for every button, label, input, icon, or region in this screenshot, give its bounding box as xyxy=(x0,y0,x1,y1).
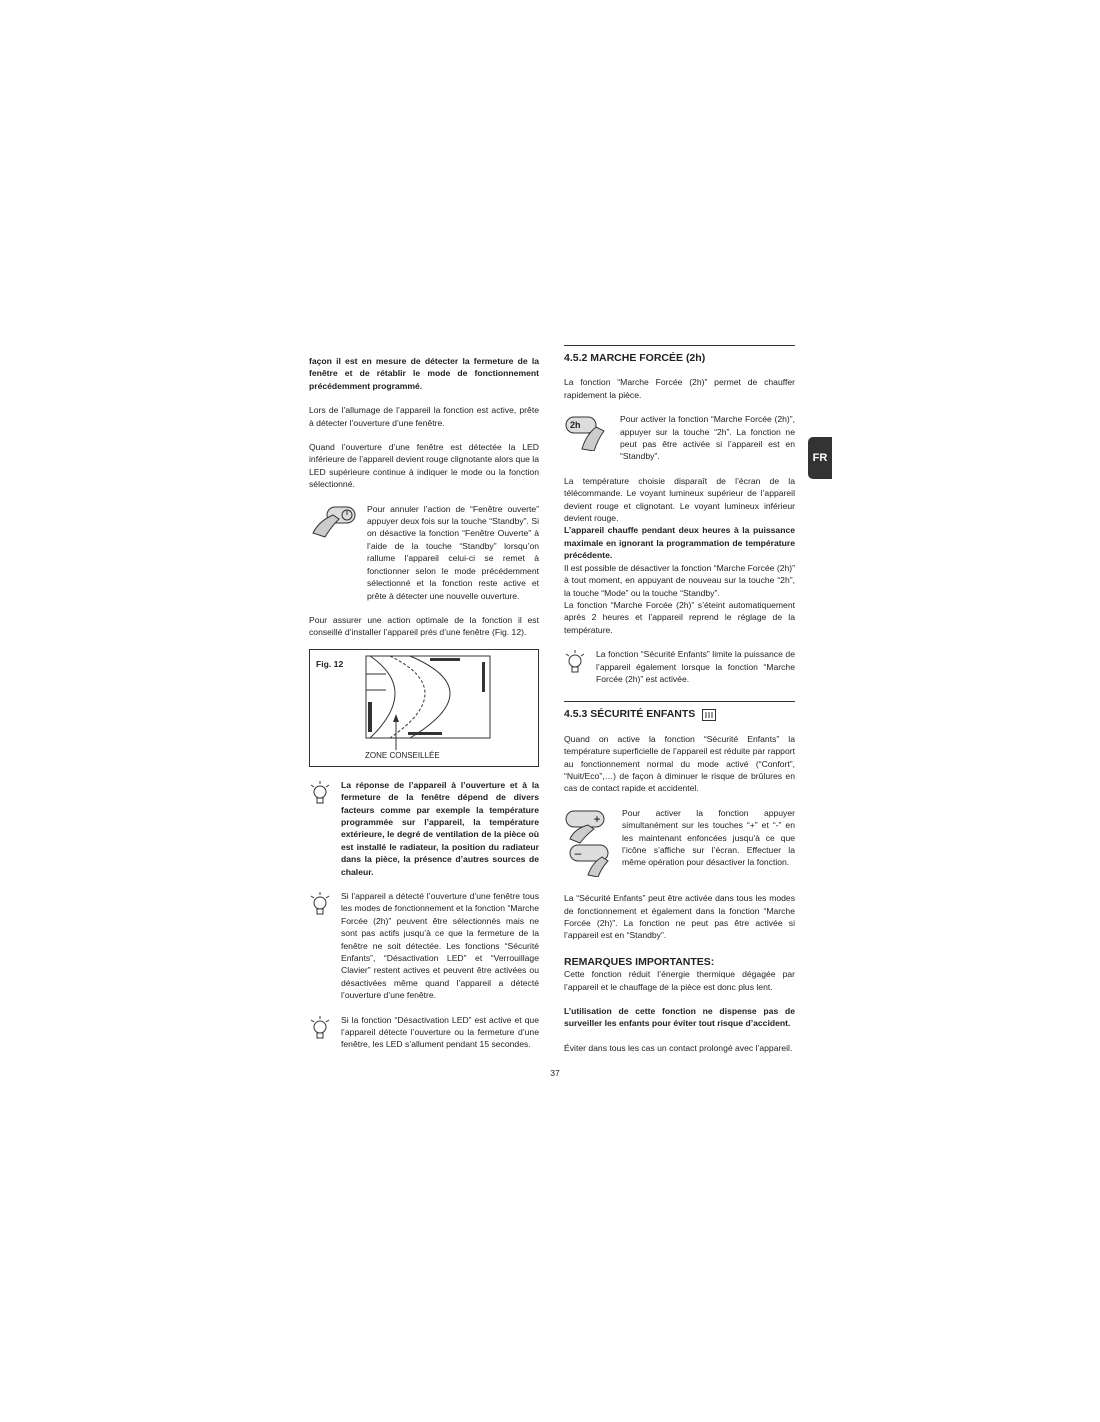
paragraph: La “Sécurité Enfants” peut être activée dans tous les modes de fonctionnement et également dans la fonction “Marche Forcée (2h)”. La fonction ne peut pas être activée si l’appareil est en “Standby”. xyxy=(564,893,795,941)
paragraph: Pour activer la fonction “Marche Forcée (2h)”, appuyer sur la touche “2h”. La fonction ne peut pas être activée si l’appareil est en “Standby”. xyxy=(620,414,795,462)
zone-label: ZONE CONSEILLÉE xyxy=(365,750,440,760)
paragraph: La fonction “Marche Forcée (2h)” s’éteint automatiquement après 2 heures et l’appareil reprend le réglage de la température. xyxy=(564,599,795,635)
section-heading xyxy=(564,701,795,720)
2h-instruction xyxy=(564,413,795,463)
plus-minus-instruction xyxy=(564,807,795,880)
paragraph: Quand on active la fonction “Sécurité Enfants” la température superficielle de l’appareil est réduite par rapport au fonctionnement normal du mode activé (“Confort”, “Nuit/Eco”,…) de façon à diminuer le risque de brûlures en cas de contact rapide et accidentel. xyxy=(564,733,795,794)
paragraph: Quand l’ouverture d’une fenêtre est détectée la LED inférieure de l’appareil devient rouge clignotante alors que la LED supérieure continue à indiquer le mode ou la fonction sélectionné. xyxy=(309,442,539,490)
figure-12 xyxy=(309,649,539,767)
paragraph: Pour activer la fonction appuyer simultanément sur les touches “+” et “-” en les maintenant enfoncées jusqu’à ce que l’icône s’affiche sur l’écran. Effectuer la même opération pour désactiver la fonction. xyxy=(622,807,795,868)
lightbulb-icon xyxy=(564,648,586,676)
page-number: 37 xyxy=(550,1068,560,1078)
paragraph: L’appareil chauffe pendant deux heures à la puissance maximale en ignorant la programmation de température précédente. xyxy=(564,525,795,561)
tip-text: La réponse de l’appareil à l’ouverture et à la fermeture de la fenêtre dépend de divers facteurs comme par exemple la température programmée sur l’appareil, la température extérieure, le degré de ventilation de la pièce où est installé le radiateur, la position du radiateur dans la pièce, la présence d’autres sources de chaleur. xyxy=(341,779,539,877)
2h-label: 2h xyxy=(570,420,581,431)
standby-button-icon xyxy=(309,503,357,542)
tip-text: La fonction “Sécurité Enfants” limite la puissance de l’appareil également lorsque la fonction “Marche Forcée (2h)” est activée. xyxy=(596,649,795,684)
section-heading: 4.5.2 MARCHE FORCÉE (2h) xyxy=(564,345,795,364)
paragraph: Cette fonction réduit l’énergie thermique dégagée par l’appareil et le chauffage de la pièce est donc plus lent. xyxy=(564,969,795,992)
paragraph: Éviter dans tous les cas un contact prolongé avec l’appareil. xyxy=(564,1042,793,1053)
left-column xyxy=(309,355,539,1051)
paragraph: La température choisie disparaît de l’écran de la télécommande. Le voyant lumineux supérieur de l’appareil devient rouge et clignotant. Le voyant lumineux inférieur devient rouge. xyxy=(564,475,795,524)
language-tab: FR xyxy=(808,437,832,479)
paragraph: La fonction “Marche Forcée (2h)” permet de chauffer rapidement la pièce. xyxy=(564,377,795,400)
paragraph: Lors de l’allumage de l’appareil la fonction est active, prête à détecter l’ouverture d’une fenêtre. xyxy=(309,405,539,428)
tip-block xyxy=(309,779,539,878)
plus-minus-button-icon xyxy=(564,807,612,880)
tip-text: Si la fonction “Désactivation LED” est active et que l’appareil détecte l’ouverture ou la fermeture d’une fenêtre, les LED s’allument pendant 15 secondes. xyxy=(341,1014,539,1050)
svg-text:+: + xyxy=(593,811,601,826)
tip-text: Si l’appareil a détecté l’ouverture d’une fenêtre tous les modes de fonctionnement et la fonction “Marche Forcée (2h)” peuvent être sélectionnés mais ne sont pas actifs jusqu’à ce que la fermeture de la fenêtre ne soit détectée. Les fonctions “Sécurité Enfants”, “Désactivation LED” et “Verrouillage Clavier” restent actives et peuvent être activées ou désactivées même quand l’appareil a détecté l’ouverture d’une fenêtre. xyxy=(341,890,539,1001)
tip-block xyxy=(309,1014,539,1051)
2h-button-icon xyxy=(564,413,610,451)
child-lock-icon xyxy=(702,709,716,721)
remarks-heading: REMARQUES IMPORTANTES: xyxy=(564,955,715,968)
section-title: 4.5.3 SÉCURITÉ ENFANTS xyxy=(564,708,696,721)
room-diagram xyxy=(310,650,538,766)
svg-text:–: – xyxy=(574,845,582,860)
paragraph: L’utilisation de cette fonction ne dispense pas de surveiller les enfants pour éviter tout risque d’accident. xyxy=(564,1006,795,1029)
right-column xyxy=(564,345,795,1054)
paragraph: Pour annuler l’action de “Fenêtre ouverte” appuyer deux fois sur la touche “Standby”. Si on désactive la fonction “Fenêtre Ouverte” à l’aide de la touche “Standby” lorsqu’on rallume l’appareil celui-ci se remet à fonctionner selon le mode précédemment sélectionné et la fonction reste active et prête à détecter une nouvelle ouverture. xyxy=(367,503,539,601)
tip-block xyxy=(564,648,795,685)
paragraph: Pour assurer une action optimale de la fonction il est conseillé d’installer l’appareil prés d’une fenêtre (Fig. 12). xyxy=(309,614,539,638)
paragraph: façon il est en mesure de détecter la fermeture de la fenêtre et de rétablir le mode de fonctionnement précédemment programmé. xyxy=(309,356,539,391)
paragraph: Il est possible de désactiver la fonction “Marche Forcée (2h)” à tout moment, en appuyant de nouveau sur la touche “2h”, la touche “Mode” ou la touche “Standby”. xyxy=(564,562,795,598)
lightbulb-icon xyxy=(309,1014,331,1042)
lightbulb-icon xyxy=(309,779,331,807)
standby-instruction xyxy=(309,503,539,602)
figure-label: Fig. 12 xyxy=(316,658,344,669)
tip-block xyxy=(309,890,539,1002)
lightbulb-icon xyxy=(309,890,331,918)
